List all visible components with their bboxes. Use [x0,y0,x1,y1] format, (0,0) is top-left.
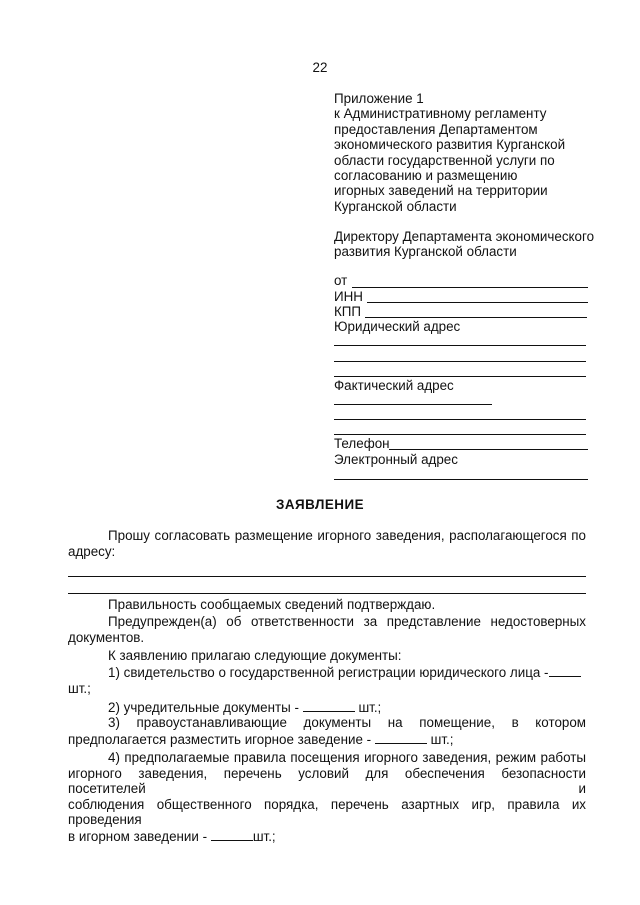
request-text-line1: Прошу согласовать размещение игорного заведения, располагающегося по [108,528,586,543]
email-label: Электронный адрес [334,452,458,467]
email-field[interactable] [334,479,588,480]
actual-address-field-line1[interactable] [334,404,492,405]
appendix-line: игорных заведений на территории [334,183,548,199]
appendix-header [334,91,594,214]
doc-item-2-count-field[interactable] [303,699,355,712]
kpp-field[interactable] [365,317,587,318]
doc-item-3-text-line2: предполагается разместить игорное заведение - [68,731,372,747]
appendix-line: к Административному регламенту [334,106,547,122]
page-number: 22 [312,60,328,75]
legal-address-label: Юридический адрес [334,319,461,334]
document-title: ЗАЯВЛЕНИЕ [275,497,365,512]
doc-item-4-count-field[interactable] [211,828,253,841]
addressee [334,229,594,260]
doc-item-4-text-line1: 4) предполагаемые правила посещения игорного заведения, режим работы [108,750,586,765]
doc-item-3-unit: шт.; [430,731,454,747]
from-label: от [334,273,348,288]
addressee-line: развития Курганской области [334,244,517,260]
appendix-line: предоставления Департаментом [334,121,538,137]
appendix-line: согласованию и размещению [334,168,518,184]
legal-address-field-line3[interactable] [334,376,586,377]
actual-address-field-line3[interactable] [334,434,586,435]
doc-item-2-unit: шт.; [358,700,382,715]
addressee-line: Директору Департамента экономического [334,229,595,244]
legal-address-field-line1[interactable] [334,345,586,346]
doc-item-1-text: 1) свидетельство о государственной регистрации юридического лица - [108,665,549,680]
attach-paragraph [68,648,586,664]
kpp-label: КПП [334,304,362,319]
doc-item-4 [68,750,586,845]
phone-label: Телефон [334,436,390,451]
doc-item-3-text-line1: 3) правоустанавливающие документы на помещение, в котором [108,715,586,730]
doc-item-4-text-line4: в игорном заведении - [68,828,208,844]
request-paragraph [68,528,586,559]
inn-field[interactable] [367,302,588,303]
address-field-line1[interactable] [68,576,586,577]
doc-item-1-unit: шт.; [68,680,91,696]
doc-item-2 [68,699,586,716]
appendix-line: Приложение 1 [334,91,424,106]
request-text-line2: адресу: [68,543,116,559]
doc-item-4-text-line3: соблюдения общественного порядка, перечень азартных игр, правила их проведения [68,796,586,828]
legal-address-field-line2[interactable] [334,361,586,362]
doc-item-2-text: 2) учредительные документы - [108,700,299,715]
doc-item-4-text-line2: игорного заведения, перечень условий для обеспечения безопасности посетителей и [68,765,586,797]
doc-item-4-unit: шт.; [252,828,276,844]
doc-item-1 [68,664,586,696]
appendix-line: области государственной услуги по [334,152,555,168]
confirm-paragraph [68,597,586,613]
doc-item-3-count-field[interactable] [375,731,427,744]
warning-text-line2: документов. [68,629,145,645]
doc-item-3 [68,715,586,747]
phone-field[interactable] [389,449,588,450]
confirm-text: Правильность сообщаемых сведений подтверждаю. [108,597,436,612]
from-field[interactable] [352,287,588,288]
address-field-line2[interactable] [68,593,586,594]
appendix-line: Курганской области [334,198,457,214]
actual-address-field-line2[interactable] [334,419,586,420]
warning-text-line1: Предупрежден(а) об ответственности за представление недостоверных [108,614,586,629]
actual-address-label: Фактический адрес [334,378,454,393]
warning-paragraph [68,614,586,645]
doc-item-1-count-field[interactable] [549,664,581,677]
attach-text: К заявлению прилагаю следующие документы: [108,648,402,663]
appendix-line: экономического развития Курганской [334,137,566,153]
inn-label: ИНН [334,289,363,304]
